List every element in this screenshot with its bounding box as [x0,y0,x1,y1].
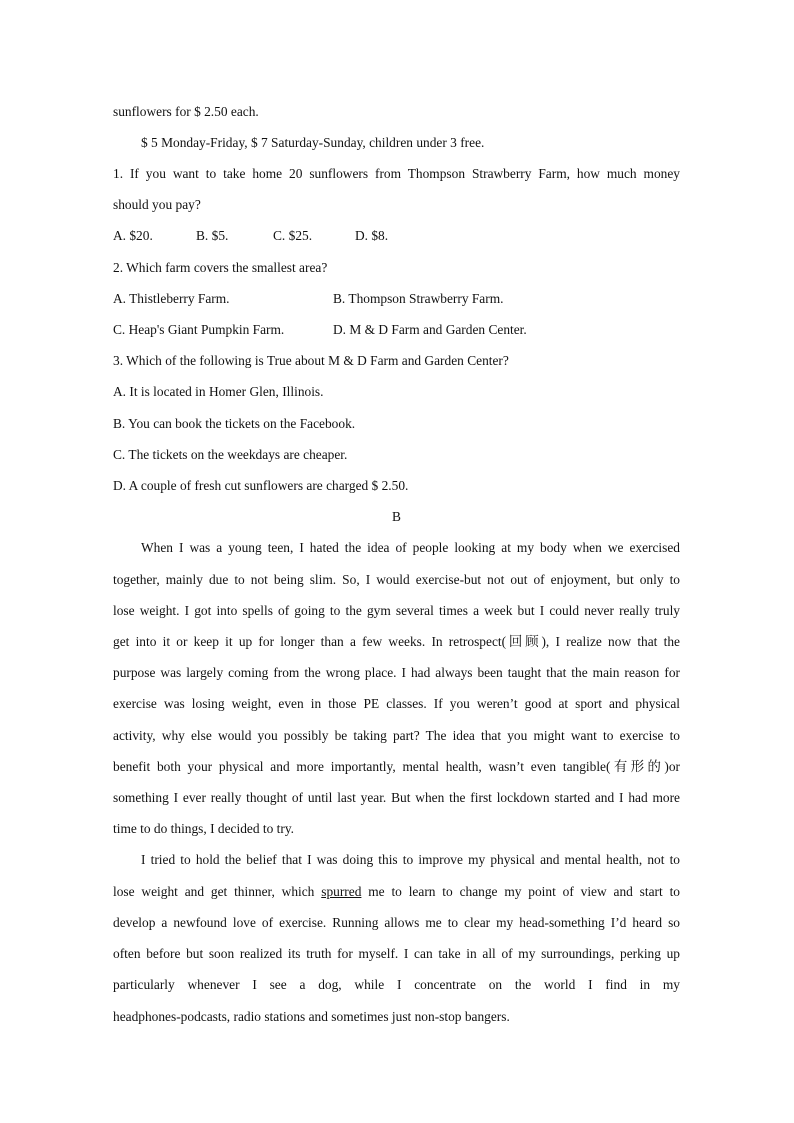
info-line-prices: $ 5 Monday-Friday, $ 7 Saturday-Sunday, children under 3 free. [141,135,485,150]
question-3-option-c: C. The tickets on the weekdays are cheaper. [113,447,348,462]
question-3-stem: 3. Which of the following is True about M & D Farm and Garden Center? [113,353,509,368]
question-2-option-c: C. Heap's Giant Pumpkin Farm. [113,322,285,337]
question-3-option-a: A. It is located in Homer Glen, Illinois. [113,384,324,399]
passage-text: me to learn to change my point of view and start to [361,884,680,899]
passage-line: I tried to hold the belief that I was doing this to improve my physical and mental health, not to [141,852,680,867]
passage-line: When I was a young teen, I hated the idea of people looking at my body when we exercised [141,540,680,555]
passage-line-underlined [113,884,680,900]
question-3-option-d: D. A couple of fresh cut sunflowers are charged $ 2.50. [113,478,409,493]
question-2-option-b: B. Thompson Strawberry Farm. [333,291,504,306]
section-heading: B [392,509,401,524]
passage-line: often before but soon realized its truth for myself. I can take in all of my surroundings, perking up [113,946,680,961]
passage-line: develop a newfound love of exercise. Running allows me to clear my head-something I’d heard so [113,915,680,930]
question-1-option-b: B. $5. [196,228,229,243]
underlined-word: spurred [321,884,362,899]
passage-line: exercise was losing weight, even in those PE classes. If you weren’t good at sport and physical [113,696,680,711]
question-2-option-a: A. Thistleberry Farm. [113,291,230,306]
info-line-sunflowers: sunflowers for $ 2.50 each. [113,104,259,119]
question-1-option-a: A. $20. [113,228,153,243]
question-2-stem: 2. Which farm covers the smallest area? [113,260,328,275]
passage-line: purpose was largely coming from the wrong place. I had always been taught that the main reason for [113,665,680,680]
passage-line: activity, why else would you possibly be taking part? The idea that you might want to exercise to [113,728,680,743]
question-1-option-d: D. $8. [355,228,389,243]
passage-line: get into it or keep it up for longer than a few weeks. In retrospect(回顾), I realize now that the [113,634,680,649]
question-1-stem: 1. If you want to take home 20 sunflowers from Thompson Strawberry Farm, how much money [113,166,680,181]
question-1-option-c: C. $25. [273,228,313,243]
passage-line: something I ever really thought of until last year. But when the first lockdown started and I had more [113,790,680,805]
question-2-option-d: D. M & D Farm and Garden Center. [333,322,527,337]
passage-line: benefit both your physical and more importantly, mental health, wasn’t even tangible(有形的)or [113,759,680,774]
question-3-option-b: B. You can book the tickets on the Facebook. [113,416,356,431]
passage-text: lose weight and get thinner, which [113,884,322,899]
passage-line: time to do things, I decided to try. [113,821,294,836]
passage-line: particularly whenever I see a dog, while I concentrate on the world I find in my [113,977,680,992]
passage-line: together, mainly due to not being slim. So, I would exercise-but not out of enjoyment, but only to [113,572,680,587]
question-1-stem-cont: should you pay? [113,197,201,212]
passage-line: headphones-podcasts, radio stations and sometimes just non-stop bangers. [113,1009,510,1024]
passage-line: lose weight. I got into spells of going to the gym several times a week but I could never really truly [113,603,680,618]
